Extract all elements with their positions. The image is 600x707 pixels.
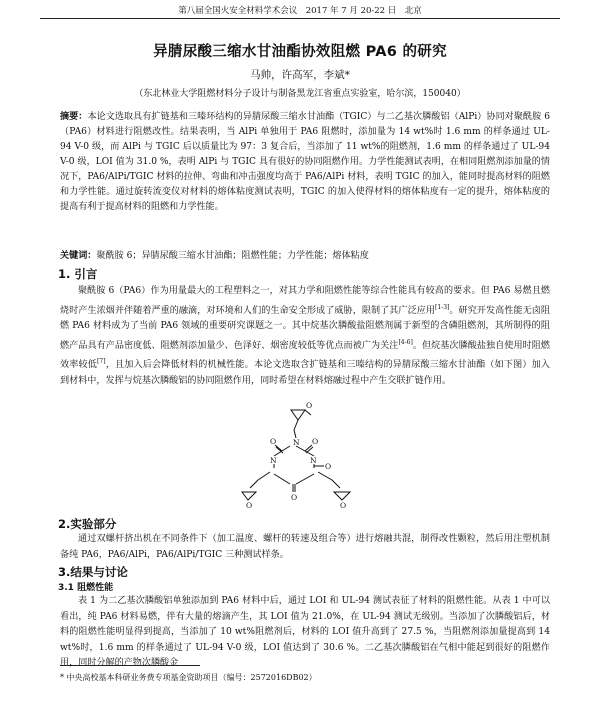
intro-text-1: 聚酰胺 6（PA6）作为用量最大的工程塑料之一，对其力学和阻燃性能等综合性能具有较高的要求。但 PA6 易燃且燃烧时产生浓烟并伴随着严重的融滴，对环境和人们的生命安全形成了威胁，限制了其广泛应用 [60, 286, 550, 316]
running-header: 第八届全国火安全材料学术会议 2017 年 7 月 20-22 日 北京 [40, 4, 560, 19]
atom-n-right: N [310, 456, 317, 465]
epoxide-ring-left [242, 492, 256, 500]
abstract [60, 109, 550, 215]
atom-n-left: N [270, 456, 277, 465]
experiment-paragraph: 通过双螺杆挤出机在不同条件下（加工温度、螺杆的转速及组合等）进行熔融共混，制得改性颗粒，然后用注塑机制备纯 PA6，PA6/AlPi，PA6/AlPi/TGIC 三种测试样条。 [60, 534, 550, 560]
paper-title: 异腈尿酸三缩水甘油酯协效阻燃 PA6 的研究 [153, 44, 447, 60]
tgic-structure-figure [228, 402, 368, 514]
atom-o-carbonyl-right: O [312, 437, 319, 446]
results-heading: 3.结果与讨论 [58, 565, 128, 579]
keywords-label: 关键词： [60, 250, 97, 261]
citation-7: [7] [97, 358, 106, 366]
intro-text-2: 。研究开发高性能无卤阻燃 PA6 材料成为了当前 PA6 领域的重要研究课题之一。其中烷基次膦酸盐阻燃剂属于新型的含磷阻燃剂，其所制得的阻燃产品具有产品密度低、阻燃剂添加量少、色泽好、烟密度较低等优点而被广为关注 [60, 305, 550, 351]
keywords-text: 聚酰胺 6；异腈尿酸三缩水甘油酯；阻燃性能；力学性能；熔体粘度 [96, 251, 369, 261]
keywords [60, 249, 550, 263]
intro-text-3: 。但烷基次膦酸盐独自使用时阻燃效率较低 [60, 340, 550, 371]
intro-text-4: ，且加入后会降低材料的机械性能。本论文选取含扩链基和三嗪结构的异腈尿酸三缩水甘油酯（如下图）加入到材料中，发挥与烷基次膦酸铝的协同阻燃作用，同时希望在材料熔融过程中产生交联扩链作用。 [60, 360, 550, 386]
abstract-text: 本论文选取具有扩链基和三嗪环结构的异腈尿酸三缩水甘油酯（TGIC）与二乙基次膦酸铝（AlPi）协同对聚酰胺 6（PA6）材料进行阻燃改性。结果表明，当 AlPi 单独用于 PA6 阻燃时，添加量为 14 wt%时 1.6 mm 的样条通过 UL-94 V-0 级，而 AlPi 与 TGIC 后以质量比为 97：3 复合后，当添加了 11 wt%的阻燃剂，1.6 mm 的样条通过了 UL-94 V-0 级，LOI 值为 31.0 %，表明 AlPi 与 TGIC 具有很好的协同阻燃作用。力学性能测试表明，在相同阻燃剂添加量的情况下，PA6/AlPi/TGIC 材料的拉伸、弯曲和冲击强度均高于 PA6/AlPi 材料，表明 TGIC 的加入，能同时提高材料的阻燃和力学性能。通过旋转流变仪对材料的熔体粘度测试表明，TGIC 的加入使得材料的熔体粘度有一定的提升，熔体粘度的提高有利于提高材料的阻燃和力学性能。 [60, 112, 550, 212]
atom-o-right-epoxide: O [340, 501, 347, 510]
results-paragraph: 表 1 为二乙基次膦酸铝单独添加到 PA6 材料中后，通过 LOI 和 UL-94 测试表征了材料的阻燃性能。从表 1 中可以看出，纯 PA6 材料易燃，伴有大量的熔滴产生，其 LOI 值为 21.0%，在 UL-94 测试无级别。当添加了次膦酸铝后，材料的阻燃性能明显得到提高，当添加了 10 wt%阻燃剂后，材料的 LOI 值升高到了 27.5 %，当阻燃剂添加量提高到 14 wt%时，1.6 mm 的样条通过了 UL-94 V-0 级，LOI 值达到了 30.6 %。二乙基次膦酸铝在气相中能起到很好的阻燃作用，同时分解的产物次膦酸金 [60, 596, 550, 668]
atom-o-left-epoxide: O [246, 501, 253, 510]
atom-o-top: O [306, 402, 313, 410]
atom-o-bottom: O [291, 493, 298, 502]
citation-4-6: [4-6] [398, 338, 413, 346]
footnote-rule [60, 665, 200, 666]
citation-1-3: [1-3] [435, 303, 450, 311]
atom-n-top: N [293, 438, 300, 447]
intro-paragraph [60, 284, 550, 389]
atom-o-carbonyl-far-right: O [325, 462, 332, 471]
epoxide-ring-right [334, 492, 350, 500]
atom-o-carbonyl-left: O [270, 437, 277, 446]
abstract-label: 摘要： [60, 111, 88, 122]
footnote: * 中央高校基本科研业务费专项基金资助项目（编号：2572016DB02） [60, 673, 317, 682]
experiment-heading: 2.实验部分 [58, 517, 117, 531]
results-subheading: 3.1 阻燃性能 [58, 583, 114, 593]
epoxide-ring-top [291, 410, 305, 420]
intro-heading: 1. 引言 [58, 267, 98, 281]
affiliation: （东北林业大学阻燃材料分子设计与制备黑龙江省重点实验室，哈尔滨，150040） [134, 89, 466, 99]
author-list: 马帅，许高军，李斌* [250, 69, 350, 81]
